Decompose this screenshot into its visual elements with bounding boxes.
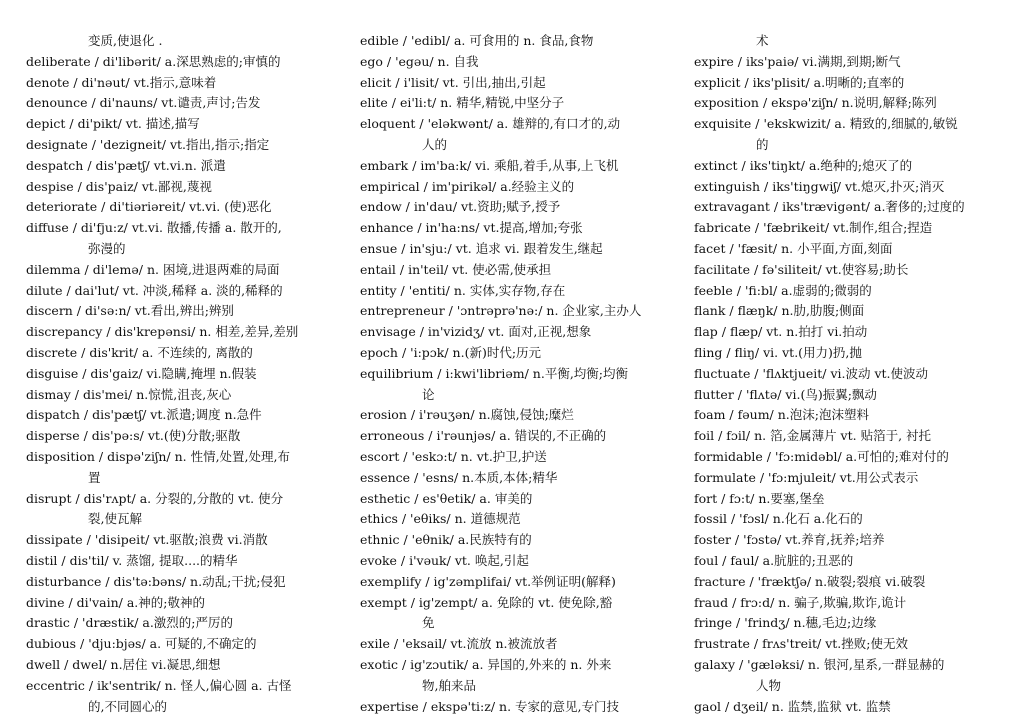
vocabulary-entry: fabricate / 'fæbrikeit/ vt.制作,组合;捏造 <box>694 220 933 236</box>
vocabulary-entry: edible / 'edibl/ a. 可食用的 n. 食品,食物 <box>360 33 594 48</box>
vocabulary-entry: denote / di'nəut/ vt.指示,意味着 <box>26 74 217 90</box>
vocabulary-entry: entail / in'teil/ vt. 使必需,使承担 <box>360 261 552 277</box>
vocabulary-entry: despise / dis'paiz/ vt.鄙视,蔑视 <box>26 178 212 194</box>
vocabulary-entry: fraud / frɔ:d/ n. 骗子,欺骗,欺诈,诡计 <box>694 594 907 610</box>
entry-continuation-line: 人物 <box>756 677 782 693</box>
entry-continuation-line: 术 <box>756 33 769 48</box>
vocabulary-entry: eloquent / 'eləkwənt/ a. 雄辩的,有口才的,动 <box>360 116 621 132</box>
vocabulary-entry: gaol / dʒeil/ n. 监禁,监狱 vt. 监禁 <box>694 698 891 714</box>
vocabulary-entry: deteriorate / di'tiəriəreit/ vt.vi. (使)恶化 <box>26 199 272 215</box>
entry-continuation-line: 置 <box>88 469 101 485</box>
vocabulary-entry: deliberate / di'libərit/ a.深思熟虑的;审慎的 <box>26 53 281 69</box>
vocabulary-entry: disturbance / dis'tə:bəns/ n.动乱;干扰;侵犯 <box>26 573 286 589</box>
vocabulary-column-1 <box>26 31 338 717</box>
vocabulary-entry: essence / 'esns/ n.本质,本体;精华 <box>360 469 558 485</box>
vocabulary-entry: galaxy / 'gæləksi/ n. 银河,星系,一群显赫的 <box>694 656 945 672</box>
vocabulary-entry: ego / 'egəu/ n. 自我 <box>360 53 479 69</box>
vocabulary-entry: despatch / dis'pætʃ/ vt.vi.n. 派遣 <box>26 157 226 173</box>
vocabulary-entry: exempt / ig'zempt/ a. 免除的 vt. 使免除,豁 <box>360 594 613 610</box>
vocabulary-entry: elicit / i'lisit/ vt. 引出,抽出,引起 <box>360 74 546 90</box>
vocabulary-entry: fringe / 'frindʒ/ n.穗,毛边;边缘 <box>694 615 877 631</box>
vocabulary-entry: explicit / iks'plisit/ a.明晰的;直率的 <box>694 74 905 90</box>
vocabulary-entry: entrepreneur / 'ɔntrəprə'nə:/ n. 企业家,主办人 <box>360 303 642 319</box>
vocabulary-entry: designate / 'dezigneit/ vt.指出,指示;指定 <box>26 136 270 152</box>
vocabulary-entry: dilemma / di'lemə/ n. 困境,进退两难的局面 <box>26 261 280 277</box>
vocabulary-entry: ensue / in'sju:/ vt. 追求 vi. 跟着发生,继起 <box>360 240 603 256</box>
vocabulary-entry: flank / flæŋk/ n.肋,肋腹;侧面 <box>694 303 865 319</box>
vocabulary-entry: endow / in'dau/ vt.资助;赋予,授予 <box>360 199 561 215</box>
vocabulary-entry: extinct / iks'tiŋkt/ a.绝种的;熄灭了的 <box>694 157 913 173</box>
vocabulary-entry: feeble / 'fi:bl/ a.虚弱的;微弱的 <box>694 282 872 298</box>
vocabulary-entry: distil / dis'til/ v. 蒸馏, 提取....的精华 <box>26 552 238 568</box>
vocabulary-entry: exquisite / 'ekskwizit/ a. 精致的,细腻的,敏锐 <box>694 116 958 132</box>
vocabulary-entry: empirical / im'pirikəl/ a.经验主义的 <box>360 178 575 194</box>
vocabulary-entry: foil / fɔil/ n. 箔,金属薄片 vt. 贴箔于, 衬托 <box>694 428 932 444</box>
vocabulary-entry: disrupt / dis'rʌpt/ a. 分裂的,分散的 vt. 使分 <box>26 490 284 506</box>
vocabulary-entry: escort / 'eskɔ:t/ n. vt.护卫,护送 <box>360 448 547 464</box>
vocabulary-entry: fossil / 'fɔsl/ n.化石 a.化石的 <box>694 511 863 527</box>
vocabulary-entry: epoch / 'i:pɔk/ n.(新)时代;历元 <box>360 344 542 360</box>
vocabulary-entry: exile / 'eksail/ vt.流放 n.被流放者 <box>360 636 558 652</box>
entry-continuation-line: 的,不同圆心的 <box>88 698 167 714</box>
vocabulary-entry: ethics / 'eθiks/ n. 道德规范 <box>360 511 521 527</box>
entry-continuation-line: 弥漫的 <box>88 240 126 256</box>
vocabulary-entry: foam / fəum/ n.泡沫;泡沫塑料 <box>694 407 869 423</box>
vocabulary-entry: disperse / dis'pə:s/ vt.(使)分散;驱散 <box>26 428 241 444</box>
vocabulary-entry: extravagant / iks'trævigənt/ a.奢侈的;过度的 <box>694 199 965 215</box>
vocabulary-entry: facilitate / fə'siliteit/ vt.使容易;助长 <box>694 261 909 277</box>
vocabulary-column-3 <box>694 31 1004 717</box>
vocabulary-entry: erosion / i'rəuʒən/ n.腐蚀,侵蚀;糜烂 <box>360 407 574 423</box>
vocabulary-entry: discrepancy / dis'krepənsi/ n. 相差,差异,差别 <box>26 324 299 340</box>
vocabulary-entry: expire / iks'paiə/ vi.满期,到期;断气 <box>694 53 901 69</box>
vocabulary-entry: exemplify / ig'zəmplifai/ vt.举例证明(解释) <box>360 573 616 589</box>
vocabulary-entry: frustrate / frʌs'treit/ vt.挫败;使无效 <box>694 636 908 652</box>
vocabulary-entry: dilute / dai'lut/ vt. 冲淡,稀释 a. 淡的,稀释的 <box>26 282 283 298</box>
vocabulary-column-2 <box>360 31 670 717</box>
vocabulary-entry: foul / faul/ a.肮脏的;丑恶的 <box>694 552 854 568</box>
entry-continuation-line: 人的 <box>422 136 448 152</box>
vocabulary-entry: elite / ei'li:t/ n. 精华,精锐,中坚分子 <box>360 95 565 111</box>
vocabulary-entry: entity / 'entiti/ n. 实体,实存物,存在 <box>360 282 566 298</box>
vocabulary-entry: discern / di'sə:n/ vt.看出,辨出;辨别 <box>26 303 234 319</box>
vocabulary-entry: evoke / i'vəuk/ vt. 唤起,引起 <box>360 552 529 568</box>
vocabulary-entry: formidable / 'fɔ:midəbl/ a.可怕的;难对付的 <box>694 448 949 464</box>
vocabulary-entry: depict / di'pikt/ vt. 描述,描写 <box>26 116 200 132</box>
vocabulary-entry: facet / 'fæsit/ n. 小平面,方面,刻面 <box>694 240 893 256</box>
vocabulary-entry: flap / flæp/ vt. n.拍打 vi.拍动 <box>694 324 868 340</box>
vocabulary-entry: dissipate / 'disipeit/ vt.驱散;浪费 vi.消散 <box>26 532 268 548</box>
vocabulary-entry: exotic / ig'zɔutik/ a. 异国的,外来的 n. 外来 <box>360 656 612 672</box>
entry-continuation-line: 的 <box>756 136 769 152</box>
vocabulary-entry: denounce / di'nauns/ vt.谴责,声讨;告发 <box>26 95 261 111</box>
entry-continuation-line: 免 <box>422 615 435 631</box>
vocabulary-entry: ethnic / 'eθnik/ a.民族特有的 <box>360 532 532 548</box>
vocabulary-entry: dubious / 'dju:bjəs/ a. 可疑的,不确定的 <box>26 636 257 652</box>
vocabulary-entry: discrete / dis'krit/ a. 不连续的, 离散的 <box>26 344 253 360</box>
vocabulary-entry: embark / im'ba:k/ vi. 乘船,着手,从事,上飞机 <box>360 157 619 173</box>
vocabulary-entry: envisage / in'vizidʒ/ vt. 面对,正视,想象 <box>360 324 592 340</box>
vocabulary-entry: flutter / 'flʌtə/ vi.(鸟)振翼;飘动 <box>694 386 877 402</box>
vocabulary-entry: foster / 'fɔstə/ vt.养育,抚养;培养 <box>694 532 885 548</box>
vocabulary-entry: eccentric / ik'sentrik/ n. 怪人,偏心圆 a. 古怪 <box>26 677 292 693</box>
vocabulary-entry: disguise / dis'gaiz/ vi.隐瞒,掩埋 n.假装 <box>26 365 257 381</box>
vocabulary-entry: extinguish / iks'tiŋgwiʃ/ vt.熄灭,扑灭;消灭 <box>694 178 945 194</box>
vocabulary-entry: dwell / dwel/ n.居住 vi.凝思,细想 <box>26 656 221 672</box>
vocabulary-entry: fort / fɔ:t/ n.要塞,堡垒 <box>694 490 825 506</box>
vocabulary-entry: expertise / ekspə'ti:z/ n. 专家的意见,专门技 <box>360 698 620 714</box>
vocabulary-entry: fling / fliŋ/ vi. vt.(用力)扔,抛 <box>694 344 862 360</box>
vocabulary-entry: erroneous / i'rəunjəs/ a. 错误的,不正确的 <box>360 428 607 444</box>
vocabulary-entry: formulate / 'fɔ:mjuleit/ vt.用公式表示 <box>694 469 919 485</box>
vocabulary-entry: exposition / ekspə'ziʃn/ n.说明,解释;陈列 <box>694 95 937 111</box>
entry-continuation-line: 变质,使退化 . <box>88 33 163 48</box>
vocabulary-entry: equilibrium / i:kwi'libriəm/ n.平衡,均衡;均衡 <box>360 365 629 381</box>
vocabulary-entry: fracture / 'fræktʃə/ n.破裂;裂痕 vi.破裂 <box>694 573 926 589</box>
vocabulary-entry: esthetic / es'θetik/ a. 审美的 <box>360 490 533 506</box>
entry-continuation-line: 裂,使瓦解 <box>88 511 142 527</box>
vocabulary-entry: fluctuate / 'flʌktjueit/ vi.波动 vt.使波动 <box>694 365 929 381</box>
vocabulary-entry: enhance / in'ha:ns/ vt.提高,增加;夸张 <box>360 220 583 236</box>
entry-continuation-line: 物,舶来品 <box>422 677 476 693</box>
vocabulary-entry: drastic / 'dræstik/ a.激烈的;严厉的 <box>26 615 234 631</box>
vocabulary-entry: disposition / dispə'ziʃn/ n. 性情,处置,处理,布 <box>26 448 290 464</box>
vocabulary-entry: dismay / dis'mei/ n.惊慌,沮丧,灰心 <box>26 386 232 402</box>
vocabulary-entry: divine / di'vain/ a.神的;敬神的 <box>26 594 205 610</box>
entry-continuation-line: 论 <box>422 386 435 402</box>
vocabulary-entry: dispatch / dis'pætʃ/ vt.派遣;调度 n.急件 <box>26 407 262 423</box>
vocabulary-entry: diffuse / di'fju:z/ vt.vi. 散播,传播 a. 散开的, <box>26 220 282 236</box>
